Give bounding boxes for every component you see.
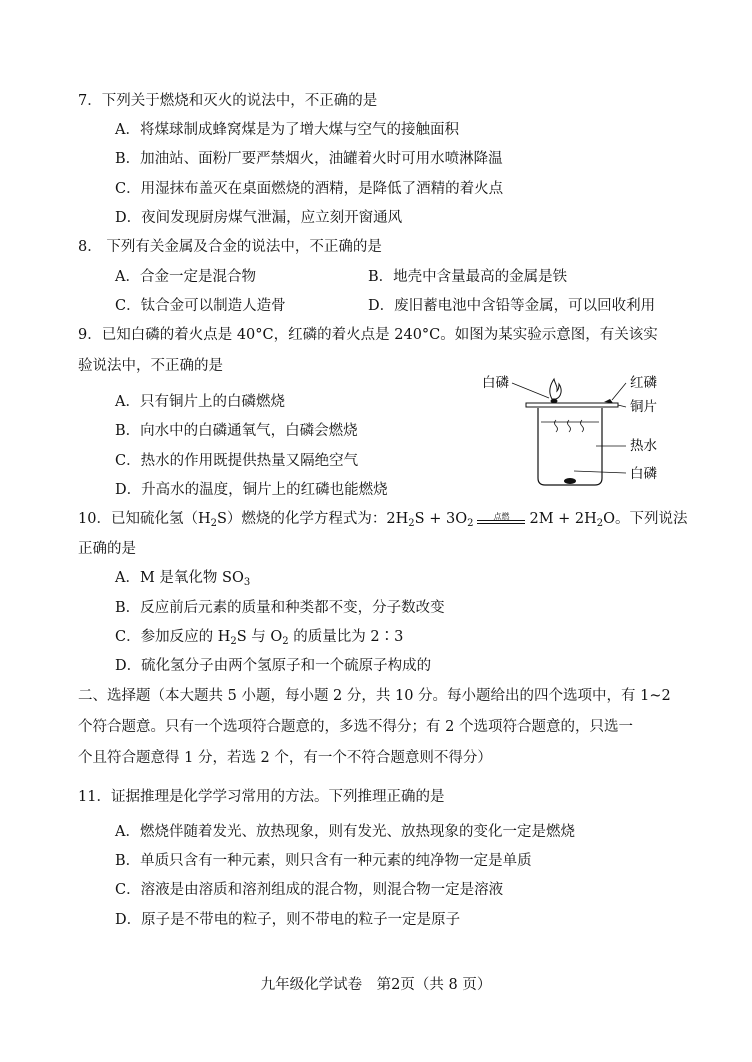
q9-stem-line2: 验说法中，不正确的是 — [78, 358, 223, 374]
reaction-condition-arrow: 点燃 — [475, 510, 527, 528]
pointer-red-phosphorus — [612, 383, 626, 400]
q10-stem: 10．已知硫化氢$(H_2S)$燃烧的化学方程式为：$2H_2S + 3O_2$ 点燃 $2M + 2H_2O$。下列说法 — [78, 511, 688, 529]
q10-option-d: D．硫化氢分子由两个氢原子和一个硫原子构成的 — [115, 658, 432, 674]
q10-stem-line2: 正确的是 — [78, 541, 136, 557]
q7-option-c: C．用湿抹布盖灭在桌面燃烧的酒精，是降低了酒精的着火点 — [115, 181, 504, 197]
pointer-copper-sheet — [618, 405, 626, 407]
q8-option-c: C．钛合金可以制造人造骨 — [115, 298, 286, 314]
q9-option-b: B．向水中的白磷通氧气，白磷会燃烧 — [115, 423, 358, 439]
white-phosphorus-in-water — [564, 478, 576, 484]
flame-icon — [550, 379, 561, 399]
label-white-phosphorus-bottom: 白磷 — [630, 466, 657, 482]
q7-stem: 7．下列关于燃烧和灭火的说法中，不正确的是 — [78, 93, 378, 109]
q8-option-b: B．地壳中含量最高的金属是铁 — [368, 269, 568, 285]
section2-heading-line1: 二、选择题（本大题共 5 小题，每小题 2 分，共 10 分。每小题给出的四个选项中，有 1~2 — [78, 688, 671, 704]
pointer-white-phosphorus-bottom — [574, 471, 626, 473]
label-red-phosphorus: 红磷 — [630, 375, 657, 391]
q9-option-c: C．热水的作用既提供热量又隔绝空气 — [115, 453, 359, 469]
phosphorus-experiment-figure — [478, 372, 678, 492]
label-copper-sheet: 铜片 — [630, 399, 657, 415]
label-white-phosphorus-top: 白磷 — [482, 375, 509, 391]
q8-stem: 8． 下列有关金属及合金的说法中，不正确的是 — [78, 239, 382, 255]
q11-option-b: B．单质只含有一种元素，则只含有一种元素的纯净物一定是单质 — [115, 853, 532, 869]
copper-sheet — [526, 403, 618, 407]
beaker — [538, 408, 602, 485]
red-phosphorus-pile — [604, 399, 613, 403]
q10-option-a: A．M 是氧化物 $SO_3$ — [115, 570, 251, 588]
q11-option-d: D．原子是不带电的粒子，则不带电的粒子一定是原子 — [115, 912, 461, 928]
q11-stem: 11．证据推理是化学学习常用的方法。下列推理正确的是 — [78, 789, 445, 805]
label-hot-water: 热水 — [630, 438, 657, 454]
pointer-white-phosphorus-top — [512, 383, 549, 398]
q9-option-d: D．升高水的温度，铜片上的红磷也能燃烧 — [115, 482, 388, 498]
q8-option-d: D．废旧蓄电池中含铅等金属，可以回收利用 — [368, 298, 656, 314]
q11-option-c: C．溶液是由溶质和溶剂组成的混合物，则混合物一定是溶液 — [115, 882, 504, 898]
q10-option-b: B．反应前后元素的质量和种类都不变，分子数改变 — [115, 600, 445, 616]
q9-option-a: A．只有铜片上的白磷燃烧 — [115, 394, 285, 410]
q11-option-a: A．燃烧伴随着发光、放热现象，则有发光、放热现象的变化一定是燃烧 — [115, 824, 575, 840]
q9-stem-line1: 9．已知白磷的着火点是 40°C，红磷的着火点是 240°C。如图为某实验示意图，有关该实 — [78, 327, 658, 343]
q7-option-b: B．加油站、面粉厂要严禁烟火，油罐着火时可用水喷淋降温 — [115, 151, 503, 167]
q7-option-a: A．将煤球制成蜂窝煤是为了增大煤与空气的接触面积 — [115, 122, 459, 138]
q8-option-a: A．合金一定是混合物 — [115, 269, 256, 285]
q7-option-d: D．夜间发现厨房煤气泄漏，应立刻开窗通风 — [115, 210, 403, 226]
page-footer: 九年级化学试卷 第2页（共 8 页） — [260, 977, 492, 993]
section2-heading-line3: 个且符合题意得 1 分，若选 2 个，有一个不符合题意则不得分） — [78, 750, 492, 766]
section2-heading-line2: 个符合题意。只有一个选项符合题意的，多选不得分；有 2 个选项符合题意的，只选一 — [78, 719, 633, 735]
q10-option-c: C．参加反应的 $H_2S$ 与 $O_2$ 的质量比为 2∶3 — [115, 629, 404, 647]
